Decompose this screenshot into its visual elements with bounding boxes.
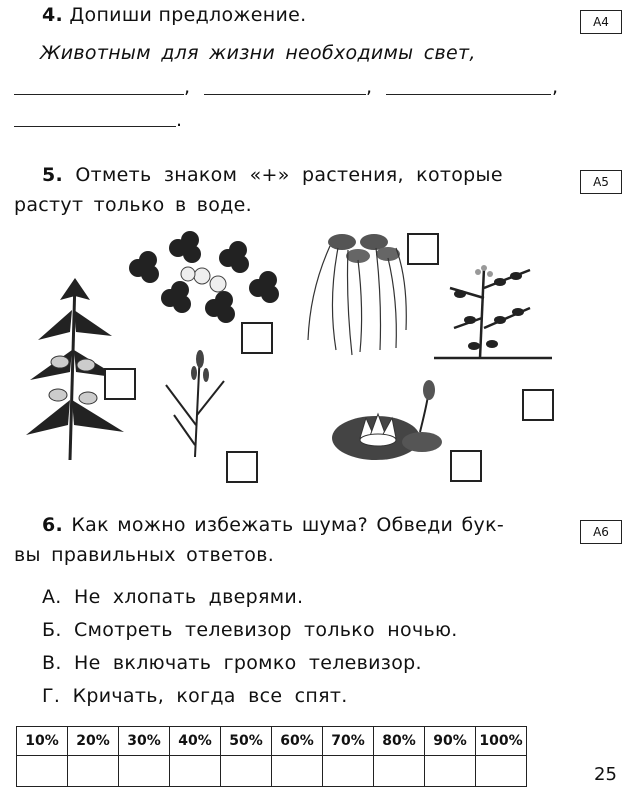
period: . (176, 109, 183, 131)
comma-2: , (366, 76, 373, 98)
answer-cell[interactable] (323, 756, 374, 787)
percent-cell: 50% (221, 727, 272, 756)
option-v[interactable]: В. Не включать громко телевизор. (42, 652, 422, 674)
checkbox-water-lily[interactable] (450, 450, 482, 482)
question-6-text-line2: вы правильных ответов. (14, 544, 275, 566)
answer-cell[interactable] (425, 756, 476, 787)
question-5-line1 (42, 162, 503, 188)
checkbox-elodea[interactable] (522, 389, 554, 421)
option-a[interactable]: А. Не хлопать дверями. (42, 586, 304, 608)
answer-blank-2[interactable] (204, 94, 366, 95)
answer-cell[interactable] (221, 756, 272, 787)
question-6-text-line1: Как можно избежать шума? Обведи бук- (71, 514, 505, 536)
checkbox-grass[interactable] (226, 451, 258, 483)
percent-cell: 90% (425, 727, 476, 756)
elodea-plant-image (430, 258, 556, 376)
oxalis-plant-image (118, 228, 286, 328)
option-b[interactable]: Б. Смотреть телевизор только ночью. (42, 619, 458, 641)
page-number: 25 (594, 764, 617, 785)
percent-header-row (17, 727, 527, 756)
percent-scale-table (16, 726, 527, 787)
answer-blank-3[interactable] (386, 94, 551, 95)
percent-cell: 60% (272, 727, 323, 756)
answer-cell[interactable] (119, 756, 170, 787)
answer-blank-1[interactable] (14, 94, 184, 95)
answer-blank-4[interactable] (14, 126, 176, 127)
answer-cell[interactable] (476, 756, 527, 787)
percent-answer-row (17, 756, 527, 787)
question-6-number: 6. (42, 514, 64, 536)
comma-1: , (184, 76, 191, 98)
answer-cell[interactable] (68, 756, 119, 787)
percent-cell: 70% (323, 727, 374, 756)
answer-cell[interactable] (272, 756, 323, 787)
question-4-number: 4. (42, 4, 64, 26)
code-box-a6: А6 (580, 520, 622, 544)
code-box-a4: А4 (580, 10, 622, 34)
checkbox-oxalis[interactable] (241, 322, 273, 354)
comma-3: , (552, 76, 559, 98)
question-4-heading (42, 2, 307, 28)
checkbox-nettle[interactable] (104, 368, 136, 400)
question-5-text-line1: Отметь знаком «+» растения, которые (75, 164, 503, 186)
percent-cell: 30% (119, 727, 170, 756)
answer-cell[interactable] (17, 756, 68, 787)
question-4-prompt: Допиши предложение. (69, 4, 307, 26)
answer-cell[interactable] (170, 756, 221, 787)
code-box-a5: А5 (580, 170, 622, 194)
question-6-line1 (42, 512, 504, 538)
water-lily-image (330, 378, 445, 468)
percent-cell: 80% (374, 727, 425, 756)
percent-cell: 10% (17, 727, 68, 756)
grass-plant-image (160, 345, 230, 460)
percent-cell: 100% (476, 727, 527, 756)
answer-cell[interactable] (374, 756, 425, 787)
percent-cell: 20% (68, 727, 119, 756)
question-5-text-line2: растут только в воде. (14, 194, 252, 216)
option-g[interactable]: Г. Кричать, когда все спят. (42, 685, 348, 707)
question-4-sentence: Животным для жизни необходимы свет, (40, 42, 476, 64)
duckweed-plant-image (300, 230, 410, 360)
question-5-number: 5. (42, 164, 64, 186)
percent-cell: 40% (170, 727, 221, 756)
